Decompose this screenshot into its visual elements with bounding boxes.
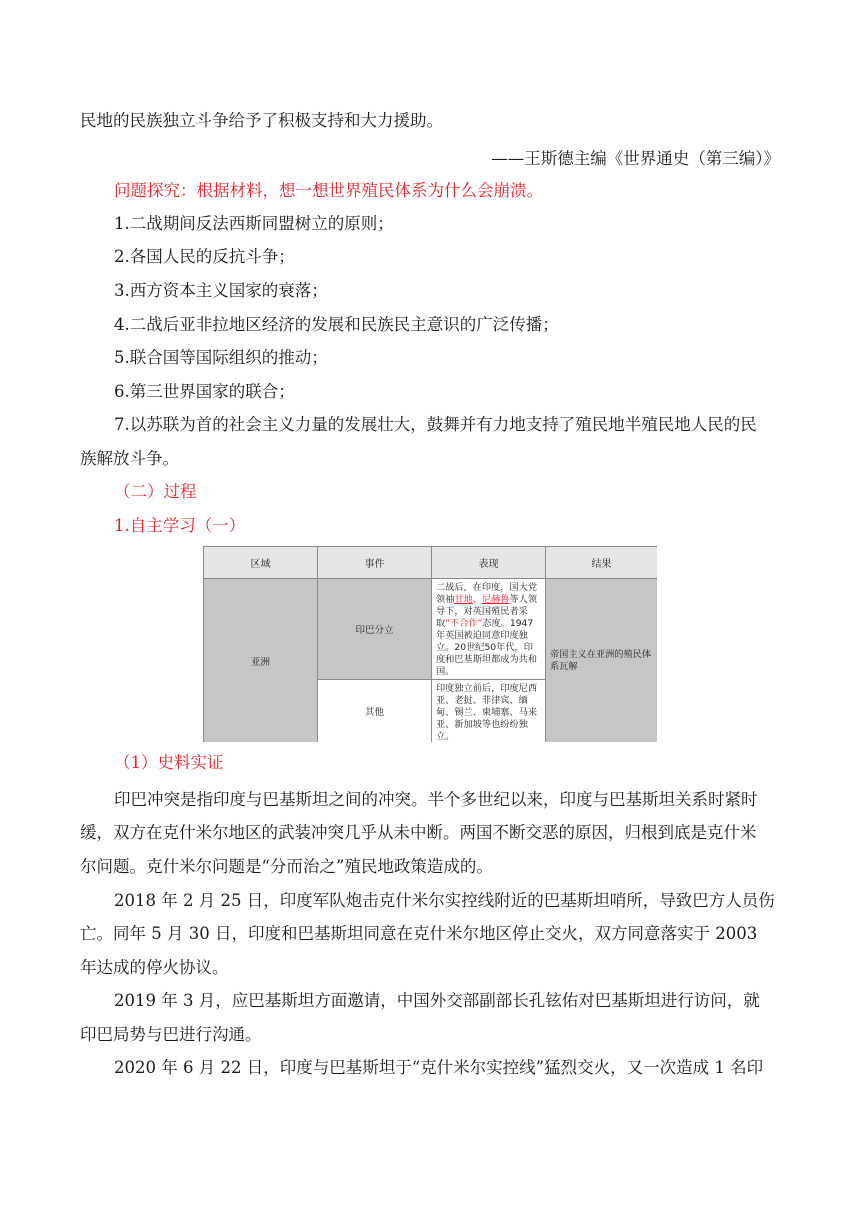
text-line: 印巴冲突是指印度与巴基斯坦之间的冲突。半个多世纪以来，印度与巴基斯坦关系时紧时 bbox=[114, 790, 758, 809]
text-line: 族解放斗争。 bbox=[80, 449, 179, 468]
region-cell: 亚洲 bbox=[204, 578, 317, 742]
text-line: 尔问题。克什米尔问题是“分而治之”殖民地政策造成的。 bbox=[80, 857, 493, 876]
subsection-heading: （1）史料实证 bbox=[114, 753, 224, 772]
text-line: 印巴局势与巴进行沟通。 bbox=[80, 1025, 262, 1044]
text-line: 缓，双方在克什米尔地区的武装冲突几乎从未中断。两国不断交恶的原因，归根到底是克什米 bbox=[80, 823, 757, 842]
list-item: 7.以苏联为首的社会主义力量的发展壮大，鼓舞并有力地支持了殖民地半殖民地人民的民 bbox=[114, 415, 757, 434]
text-line: 年达成的停火协议。 bbox=[80, 958, 229, 977]
result-cell: 帝国主义在亚洲的殖民体系瓦解 bbox=[545, 578, 657, 742]
list-item: 5.联合国等国际组织的推动； bbox=[114, 348, 328, 367]
table-header: 表现 bbox=[431, 547, 545, 578]
list-item: 1.二战期间反法西斯同盟树立的原则； bbox=[114, 214, 394, 233]
event-cell: 印巴分立 bbox=[317, 578, 431, 679]
subsection-heading: 1.自主学习（一） bbox=[114, 516, 246, 535]
list-item: 3.西方资本主义国家的衰落； bbox=[114, 281, 328, 300]
description-cell: 印度独立前后，印度尼西亚、老挝、菲律宾、缅甸、锡兰、柬埔寨、马来亚、新加坡等也纷纷独立。 bbox=[431, 679, 545, 742]
history-table bbox=[203, 546, 657, 742]
text-line: 2019 年 3 月，应巴基斯坦方面邀请，中国外交部副部长孔铉佑对巴基斯坦进行访问，就 bbox=[114, 991, 760, 1010]
description-cell: 二战后，在印度，国大党领袖甘地、尼赫鲁等人领导下，对英国殖民者采取“不合作”态度。1947年英国被迫同意印度独立。20世纪50年代，印度和巴基斯坦都成为共和国。 bbox=[431, 578, 545, 679]
event-cell: 其他 bbox=[317, 679, 431, 742]
text-line: 2020 年 6 月 22 日，印度与巴基斯坦于“克什米尔实控线”猛烈交火，又一次造成 1 名印 bbox=[114, 1058, 764, 1077]
table-header: 结果 bbox=[545, 547, 657, 578]
list-item: 2.各国人民的反抗斗争； bbox=[114, 247, 295, 266]
source-citation: ——王斯德主编《世界通史（第三编）》 bbox=[491, 149, 780, 168]
section-heading: （二）过程 bbox=[114, 482, 197, 501]
text-line: 2018 年 2 月 25 日，印度军队炮击克什米尔实控线附近的巴基斯坦哨所，导致巴方人员伤 bbox=[114, 891, 775, 910]
text-line: 亡。同年 5 月 30 日，印度和巴基斯坦同意在克什米尔地区停止交火，双方同意落实于 2003 bbox=[80, 924, 758, 943]
list-item: 6.第三世界国家的联合； bbox=[114, 382, 295, 401]
list-item: 4.二战后亚非拉地区经济的发展和民族民主意识的广泛传播； bbox=[114, 315, 559, 334]
table-header: 事件 bbox=[317, 547, 431, 578]
text-line: 民地的民族独立斗争给予了积极支持和大力援助。 bbox=[80, 111, 443, 130]
question-heading: 问题探究：根据材料，想一想世界殖民体系为什么会崩溃。 bbox=[114, 181, 543, 200]
table-header: 区域 bbox=[204, 547, 317, 578]
